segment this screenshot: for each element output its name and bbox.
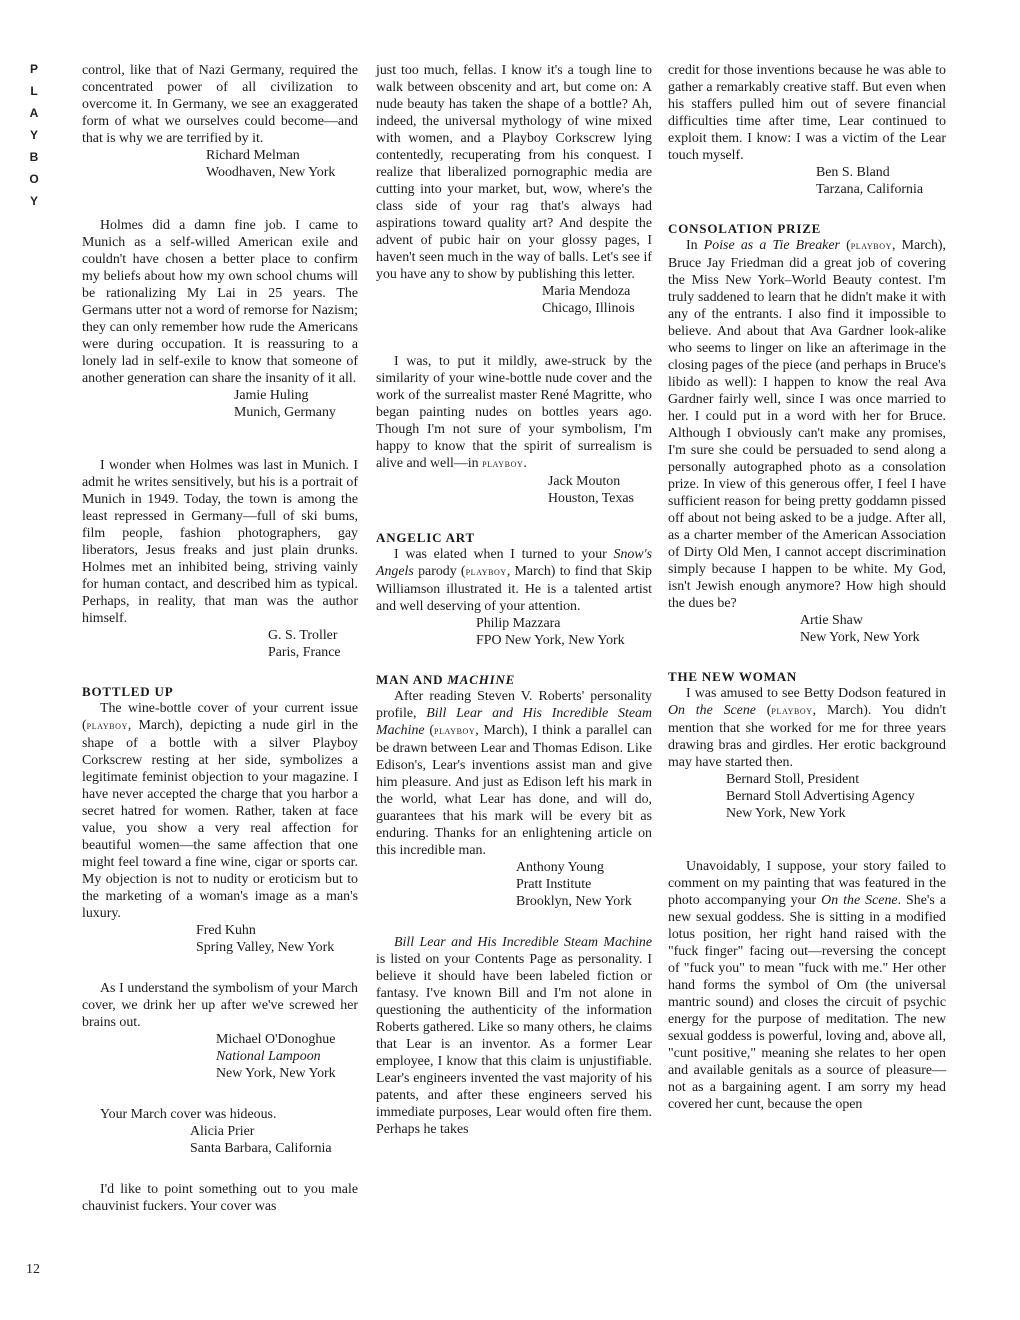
letter-body: I wonder when Holmes was last in Munich. I admit he writes sensitively, but his is a portrait of Munich in 1949. Today, the town is among the least repressed in Germany—full of ski bums, film people, fashion photographers, gay liberators, Jesus freaks and just plain drunks. Holmes met an inhibited being, striving vainly for human contact, and described him as typical. Perhaps, in reality, that man was the author himself. (82, 458, 358, 626)
letter-body: credit for those inventions because he was able to gather a remarkably creative staff. But even when his staffers pulled him out of severe financial difficulties time after time, Lear continued to exploit them. I know: I was a victim of the Lear touch myself. (668, 63, 946, 163)
section-heading: BOTTLED UP (82, 684, 174, 699)
signature-location: Woodhaven, New York (206, 165, 336, 180)
page-number: 12 (26, 1262, 40, 1277)
letter-body: Bill Lear and His Incredible Steam Machine is listed on your Contents Page as personality. I believe it should have been labeled fiction or fantasy. I've known Bill and I'm not alone in questioning the authenticity of the information Roberts gathered. Like so many others, he claims that Lear is an inventor. As a former Lear employee, I know that this claim is unjustifiable. Lear's engineers invented the vast majority of his patents, and after these engineers served his immediate purposes, Lear would often fire them. Perhaps he takes (376, 935, 652, 1137)
signature-location: New York, New York (726, 806, 846, 821)
letter-body: In Poise as a Tie Breaker (playboy, March), Bruce Jay Friedman did a great job of covering the Miss New York–World Beauty contest. I'm truly saddened to learn that he didn't make it with any of the entrants. I also find it impossible to believe. And about that Ava Gardner look-alike who seems to linger on like an afterimage in the closing pages of the piece (and perhaps in Bruce's libido as well): I happen to know the real Ava Gardner fairly well, since I was once married to her. I could put in a word with her for Bruce. Although I obviously can't make any promises, I'm sure she could be persuaded to send along a personally autographed photo as a consolation prize. In view of this generous offer, I feel I have sufficient reason for being pretty goddamn pissed off about not being asked to be a judge. After all, as a charter member of the American Association of Dirty Old Men, I cannot accept discrimination simply because I happen to be white. My God, isn't Jewish enough anymore? How high should the dues be? (668, 238, 946, 611)
letter-signature (726, 771, 946, 822)
signature-name: Philip Mazzara (476, 616, 561, 631)
magazine-name-smallcaps: playboy (465, 566, 507, 578)
magazine-name-smallcaps: playboy (86, 720, 128, 732)
magazine-name-vertical (26, 58, 42, 212)
letter-signature (206, 147, 358, 181)
letter-signature (516, 859, 652, 910)
magazine-name-smallcaps: playboy (771, 705, 813, 717)
column-1 (82, 62, 358, 1215)
column-2 (376, 62, 652, 1138)
signature-location: Spring Valley, New York (196, 940, 335, 955)
signature-location: New York, New York (800, 630, 920, 645)
letter-body: The wine-bottle cover of your current issue (playboy, March), depicting a nude girl in the shape of a bottle with a silver Playboy Corkscrew resting at her side, symbolizes a legitimate feminist objection to your magazine. I have never accepted the charge that you harbor a secret hatred for women. Rather, taken at face value, you show a very real affection for beautiful women—the same affection that one might feel toward a fine wine, cigar or sports car. My objection is not to nudity or eroticism but to the marketing of a woman's image as a man's luxury. (82, 701, 358, 921)
signature-name: Anthony Young (516, 860, 604, 875)
signature-name: Jamie Huling (234, 388, 309, 403)
letter-body: control, like that of Nazi Germany, required the concentrated power of all civilization to overcome it. In Germany, we see an exaggerated form of what we ourselves could become—and that is why we are terrified by it. (82, 63, 358, 146)
signature-affiliation: Pratt Institute (516, 877, 592, 892)
signature-location: New York, New York (216, 1066, 336, 1081)
letter-signature (800, 612, 946, 646)
signature-name: Ben S. Bland (816, 165, 890, 180)
signature-location: Houston, Texas (548, 491, 634, 506)
letter-body: As I understand the symbolism of your March cover, we drink her up after we've screwed her brains out. (82, 981, 358, 1030)
magazine-name-smallcaps: playboy (482, 458, 524, 470)
magazine-name-smallcaps: playboy (434, 725, 476, 737)
letter-signature (542, 283, 652, 317)
letter-body: I was, to put it mildly, awe-struck by the similarity of your wine-bottle nude cover and the work of the surrealist master René Magritte, who began painting nudes on bottles years ago. Though I'm not sure of your symbolism, I'm happy to know that the spirit of surrealism is alive and well—in playboy. (376, 354, 652, 471)
letter-body: I was amused to see Betty Dodson featured in On the Scene (playboy, March). You didn't mention that she worked for me for three years drawing bras and girdles. Her erotic background may have started then. (668, 686, 946, 770)
letter-body: Your March cover was hideous. (100, 1107, 277, 1122)
signature-name: Bernard Stoll, President (726, 772, 860, 787)
letter-signature (816, 164, 946, 198)
signature-location: Paris, France (268, 645, 341, 660)
letter-body: I was elated when I turned to your Snow's Angels parody (playboy, March) to find that Skip Williamson illustrated it. He is a talented artist and well deserving of your attention. (376, 547, 652, 614)
signature-affiliation: Bernard Stoll Advertising Agency (726, 789, 915, 804)
signature-location: FPO New York, New York (476, 633, 625, 648)
sidebar-letter: Y (29, 194, 38, 208)
section-heading: CONSOLATION PRIZE (668, 221, 822, 236)
signature-location: Brooklyn, New York (516, 894, 632, 909)
signature-location: Santa Barbara, California (190, 1141, 332, 1156)
signature-name: Alicia Prier (190, 1124, 255, 1139)
sidebar-letter: B (29, 150, 39, 164)
section-heading: ANGELIC ART (376, 530, 476, 545)
letter-body: Holmes did a damn fine job. I came to Munich as a self-willed American exile and couldn't have chosen a better place to confirm my beliefs about how my own school chums will be rationalizing My Lai in 25 years. The Germans utter not a word of remorse for Nazism; they can only remember how rude the Americans were during occupation. It is reassuring to a lonely lad in self-exile to know that someone of another generation can share the insanity of it all. (82, 218, 358, 386)
letter-signature (196, 922, 358, 956)
signature-name: Artie Shaw (800, 613, 863, 628)
signature-location: Munich, Germany (234, 405, 336, 420)
signature-location: Tarzana, California (816, 182, 924, 197)
letter-signature (216, 1031, 358, 1082)
letter-signature (476, 615, 652, 649)
section-heading: MAN AND MACHINE (376, 672, 516, 687)
section-heading: THE NEW WOMAN (668, 669, 798, 684)
letter-body: After reading Steven V. Roberts' personality profile, Bill Lear and His Incredible Steam Machine (playboy, March), I think a parallel can be drawn between Lear and Thomas Edison. Like Edison's, Lear's inventions assist man and give him pleasure. And just as Edison left his mark in the world, what Lear has done, and will do, guarantees that his mark will be every bit as enduring. Thanks for an enlightening article on this incredible man. (376, 689, 652, 858)
sidebar-letter: A (29, 106, 39, 120)
column-3 (668, 62, 946, 1113)
letter-signature (190, 1123, 358, 1157)
magazine-name-smallcaps: playboy (850, 240, 892, 252)
signature-location: Chicago, Illinois (542, 301, 635, 316)
signature-name: Fred Kuhn (196, 923, 256, 938)
letter-body: just too much, fellas. I know it's a tough line to walk between obscenity and art, but come on: A nude beauty has taken the shape of a bottle? Ah, indeed, the universal mythology of wine mixed with women, and a Playboy Corkscrew lying contentedly, recuperating from his conquest. I realize that liberalized pornographic media are cutting into your market, but, wow, where's the class side of your rag that's always had aspirations toward quality art? And despite the advent of pubic hair on your glossy pages, I haven't seen much in the way of balls. Let's see if you have any to show by publishing this letter. (376, 63, 652, 282)
signature-name: G. S. Troller (268, 628, 338, 643)
letter-signature (548, 473, 652, 507)
sidebar-letter: Y (29, 128, 38, 142)
letter-signature (234, 387, 358, 421)
letter-body: I'd like to point something out to you male chauvinist fuckers. Your cover was (82, 1182, 358, 1214)
sidebar-letter: P (29, 62, 38, 76)
letter-signature (268, 627, 358, 661)
signature-affiliation: National Lampoon (216, 1049, 321, 1064)
signature-name: Maria Mendoza (542, 284, 631, 299)
signature-name: Jack Mouton (548, 474, 621, 489)
signature-name: Michael O'Donoghue (216, 1032, 336, 1047)
signature-name: Richard Melman (206, 148, 300, 163)
sidebar-letter: L (30, 84, 38, 98)
letter-body: Unavoidably, I suppose, your story failed to comment on my painting that was featured in the photo accompanying your On the Scene. She's a new sexual goddess. She is sitting in a modified lotus position, her right hand raised with the "fuck finger" facing out—reversing the concept of "fuck you" to mean "fuck with me." Her other hand forms the symbol of Om (the universal mantric sound) and closes the circuit of psychic energy for the purpose of meditation. The new sexual goddess is powerful, loving and, above all, "cunt positive," meaning she relates to her open and available genitals as a source of pleasure—not as a bargaining agent. I am sorry my head covered her cunt, because the open (668, 859, 946, 1112)
sidebar-letter: O (29, 172, 39, 186)
